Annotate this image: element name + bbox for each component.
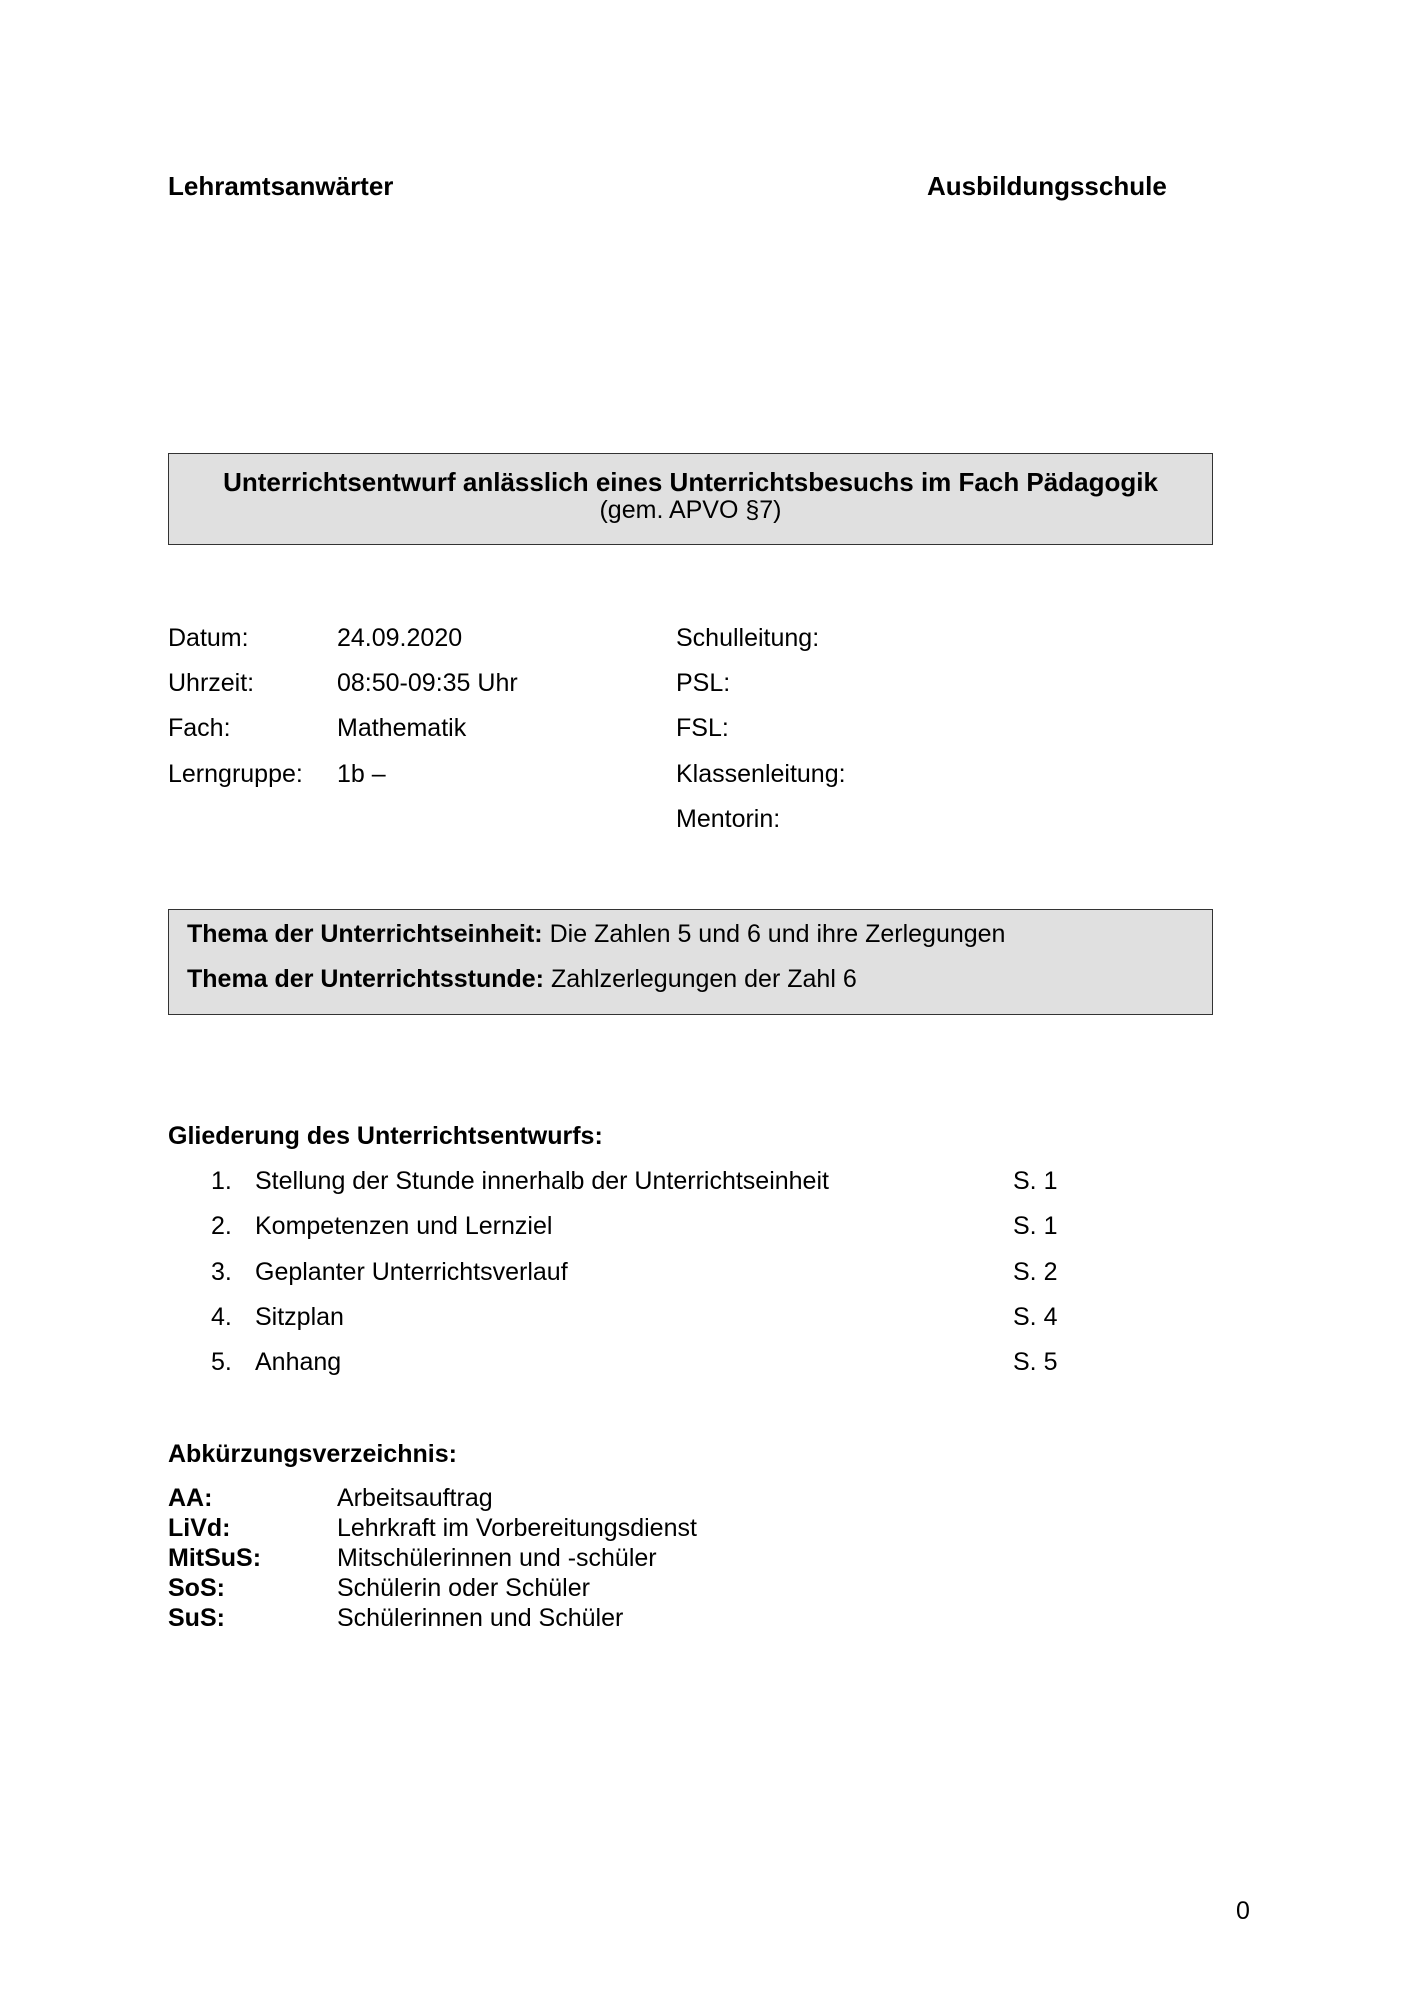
abbreviation-term: MitSuS: xyxy=(168,1544,262,1572)
outline-item-page: S. 1 xyxy=(1013,1167,1058,1195)
outline-item-text: Anhang xyxy=(255,1348,342,1376)
outline-item-text: Stellung der Stunde innerhalb der Unterrichtseinheit xyxy=(255,1167,829,1195)
thema-lesson-value: Zahlzerlegungen der Zahl 6 xyxy=(550,965,857,993)
thema-box xyxy=(168,909,1213,1015)
header-right: Ausbildungsschule xyxy=(927,171,1167,201)
info-value-lerngruppe: 1b – xyxy=(337,760,386,788)
outline-heading: Gliederung des Unterrichtsentwurfs: xyxy=(168,1122,603,1150)
info-label-lerngruppe: Lerngruppe: xyxy=(168,760,303,788)
thema-lesson-row xyxy=(187,965,857,994)
abbreviation-term: SoS: xyxy=(168,1574,225,1602)
abbreviation-meaning: Arbeitsauftrag xyxy=(337,1484,493,1512)
info-schulleitung: Schulleitung: xyxy=(676,624,820,652)
outline-item-page: S. 1 xyxy=(1013,1212,1058,1240)
info-value-datum: 24.09.2020 xyxy=(337,624,463,652)
thema-lesson-label: Thema der Unterrichtsstunde: xyxy=(187,965,545,993)
outline-item-num: 2. xyxy=(211,1212,232,1240)
document-title: Unterrichtsentwurf anlässlich eines Unterrichtsbesuchs im Fach Pädagogik xyxy=(223,467,1158,497)
outline-item-text: Kompetenzen und Lernziel xyxy=(255,1212,553,1240)
thema-unit-row xyxy=(187,920,1005,949)
abbreviation-meaning: Schülerinnen und Schüler xyxy=(337,1604,624,1632)
info-value-fach: Mathematik xyxy=(337,714,467,742)
outline-item-num: 3. xyxy=(211,1258,232,1286)
title-box xyxy=(168,453,1213,545)
info-fsl: FSL: xyxy=(676,714,729,742)
outline-item-page: S. 4 xyxy=(1013,1303,1058,1331)
outline-item-page: S. 2 xyxy=(1013,1258,1058,1286)
outline-item-text: Geplanter Unterrichtsverlauf xyxy=(255,1258,568,1286)
abbreviation-term: LiVd: xyxy=(168,1514,231,1542)
abbreviation-meaning: Schülerin oder Schüler xyxy=(337,1574,590,1602)
document-subtitle: (gem. APVO §7) xyxy=(599,496,782,524)
thema-unit-value: Die Zahlen 5 und 6 und ihre Zerlegungen xyxy=(549,920,1006,948)
outline-item-num: 5. xyxy=(211,1348,232,1376)
info-psl: PSL: xyxy=(676,669,731,697)
info-mentorin: Mentorin: xyxy=(676,805,781,833)
abbreviation-term: SuS: xyxy=(168,1604,225,1632)
outline-item-num: 4. xyxy=(211,1303,232,1331)
info-label-uhrzeit: Uhrzeit: xyxy=(168,669,255,697)
abbreviations-heading: Abkürzungsverzeichnis: xyxy=(168,1440,457,1468)
info-label-datum: Datum: xyxy=(168,624,249,652)
info-klassenleitung: Klassenleitung: xyxy=(676,760,846,788)
page-number: 0 xyxy=(1236,1897,1250,1925)
header-left: Lehramtsanwärter xyxy=(168,171,394,201)
abbreviation-term: AA: xyxy=(168,1484,213,1512)
outline-item-text: Sitzplan xyxy=(255,1303,344,1331)
abbreviation-meaning: Mitschülerinnen und -schüler xyxy=(337,1544,657,1572)
abbreviation-meaning: Lehrkraft im Vorbereitungsdienst xyxy=(337,1514,697,1542)
thema-unit-label: Thema der Unterrichtseinheit: xyxy=(187,920,543,948)
info-label-fach: Fach: xyxy=(168,714,231,742)
outline-item-page: S. 5 xyxy=(1013,1348,1058,1376)
info-value-uhrzeit: 08:50-09:35 Uhr xyxy=(337,669,518,697)
outline-item-num: 1. xyxy=(211,1167,232,1195)
